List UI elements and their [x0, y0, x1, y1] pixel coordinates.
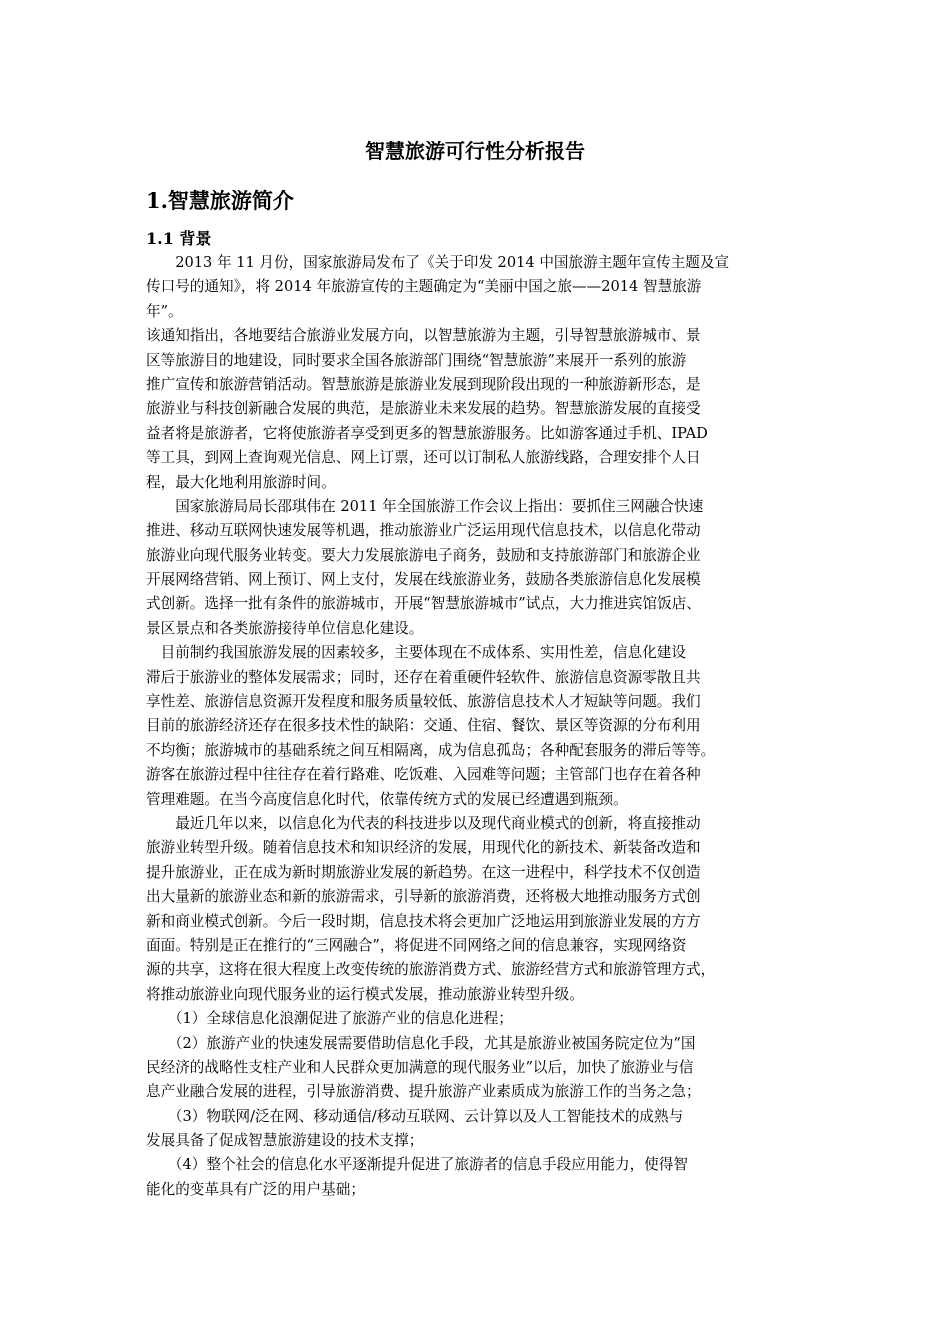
- paragraph-line: 游客在旅游过程中往往存在着行路难、吃饭难、入园难等问题；主管部门也存在着各种: [146, 766, 701, 784]
- paragraph-line: 程，最大化地利用旅游时间。: [146, 473, 336, 491]
- paragraph-line: 提升旅游业，正在成为新时期旅游业发展的新趋势。在这一进程中，科学技术不仅创造: [146, 863, 701, 881]
- paragraph-line: 源的共享，这将在很大程度上改变传统的旅游消费方式、旅游经营方式和旅游管理方式，: [146, 961, 716, 979]
- paragraph-line: 该通知指出，各地要结合旅游业发展方向，以智慧旅游为主题，引导智慧旅游城市、景: [146, 327, 701, 345]
- paragraph-line: 面面。特别是正在推行的“三网融合”，将促进不同网络之间的信息兼容，实现网络资: [146, 936, 687, 954]
- paragraph-line: 管理难题。在当今高度信息化时代，依靠传统方式的发展已经遭遇到瓶颈。: [146, 790, 628, 808]
- paragraph-line: 目前的旅游经济还存在很多技术性的缺陷：交通、住宿、餐饮、景区等资源的分布利用: [146, 717, 701, 735]
- paragraph-line: 将推动旅游业向现代服务业的运行模式发展，推动旅游业转型升级。: [146, 985, 584, 1003]
- paragraph-line: 不均衡；旅游城市的基础系统之间互相隔离，成为信息孤岛；各种配套服务的滞后等等。: [146, 741, 716, 759]
- paragraph-line: 2013 年 11 月份，国家旅游局发布了《关于印发 2014 中国旅游主题年宣传主题及宣: [146, 254, 730, 271]
- subsection-heading: 1.1 背景: [146, 229, 212, 248]
- paragraph-line: （1）全球信息化浪潮促进了旅游产业的信息化进程；: [146, 1010, 513, 1028]
- paragraph-line: 景区景点和各类旅游接待单位信息化建设。: [146, 619, 424, 637]
- paragraph-line: 民经济的战略性支柱产业和人民群众更加满意的现代服务业”以后，加快了旅游业与信: [146, 1058, 694, 1076]
- paragraph-line: 发展具备了促成智慧旅游建设的技术支撑；: [146, 1132, 424, 1150]
- document-title: 智慧旅游可行性分析报告: [365, 139, 585, 163]
- paragraph-line: 旅游业与科技创新融合发展的典范，是旅游业未来发展的趋势。智慧旅游发展的直接受: [146, 400, 701, 418]
- paragraph-line: 旅游业转型升级。随着信息技术和知识经济的发展，用现代化的新技术、新装备改造和: [146, 839, 701, 857]
- paragraph-line: 等工具，到网上查询观光信息、网上订票，还可以订制私人旅游线路，合理安排个人日: [146, 449, 701, 467]
- paragraph-line: 享性差、旅游信息资源开发程度和服务质量较低、旅游信息技术人才短缺等问题。我们: [146, 693, 701, 711]
- paragraph-line: 国家旅游局局长邵琪伟在 2011 年全国旅游工作会议上指出：要抓住三网融合快速: [146, 497, 704, 515]
- paragraph-line: （4）整个社会的信息化水平逐渐提升促进了旅游者的信息手段应用能力，使得智: [146, 1156, 688, 1174]
- body-text: [146, 251, 816, 1202]
- paragraph-line: 目前制约我国旅游发展的因素较多，主要体现在不成体系、实用性差，信息化建设: [146, 644, 686, 662]
- paragraph-line: 推进、移动互联网快速发展等机遇，推动旅游业广泛运用现代信息技术，以信息化带动: [146, 522, 701, 540]
- paragraph-line: 能化的变革具有广泛的用户基础；: [146, 1180, 365, 1198]
- paragraph-line: 推广宣传和旅游营销活动。智慧旅游是旅游业发展到现阶段出现的一种旅游新形态，是: [146, 375, 701, 393]
- paragraph-line: 传口号的通知》，将 2014 年旅游宣传的主题确定为“美丽中国之旅——2014 智慧旅游: [146, 278, 702, 296]
- paragraph-line: （2）旅游产业的快速发展需要借助信息化手段，尤其是旅游业被国务院定位为“国: [146, 1034, 696, 1052]
- paragraph-line: 滞后于旅游业的整体发展需求；同时，还存在着重硬件轻软件、旅游信息资源零散且共: [146, 668, 701, 686]
- paragraph-line: 最近几年以来，以信息化为代表的科技进步以及现代商业模式的创新，将直接推动: [146, 814, 701, 832]
- paragraph-line: 式创新。选择一批有条件的旅游城市，开展“智慧旅游城市”试点，大力推进宾馆饭店、: [146, 595, 701, 613]
- paragraph-line: （3）物联网/泛在网、移动通信/移动互联网、云计算以及人工智能技术的成熟与: [146, 1107, 684, 1125]
- section-heading: 1.智慧旅游简介: [146, 188, 294, 213]
- paragraph-line: 旅游业向现代服务业转变。要大力发展旅游电子商务，鼓励和支持旅游部门和旅游企业: [146, 546, 701, 564]
- paragraph-line: 益者将是旅游者，它将使旅游者享受到更多的智慧旅游服务。比如游客通过手机、IPAD: [146, 424, 708, 442]
- paragraph-line: 开展网络营销、网上预订、网上支付，发展在线旅游业务，鼓励各类旅游信息化发展模: [146, 571, 701, 589]
- paragraph-line: 年”。: [146, 302, 183, 320]
- paragraph-line: 出大量新的旅游业态和新的旅游需求，引导新的旅游消费，还将极大地推动服务方式创: [146, 888, 701, 906]
- paragraph-line: 新和商业模式创新。今后一段时期，信息技术将会更加广泛地运用到旅游业发展的方方: [146, 912, 701, 930]
- paragraph-line: 息产业融合发展的进程，引导旅游消费、提升旅游产业素质成为旅游工作的当务之急；: [146, 1083, 701, 1101]
- paragraph-line: 区等旅游目的地建设，同时要求全国各旅游部门围绕“智慧旅游”来展开一系列的旅游: [146, 351, 687, 369]
